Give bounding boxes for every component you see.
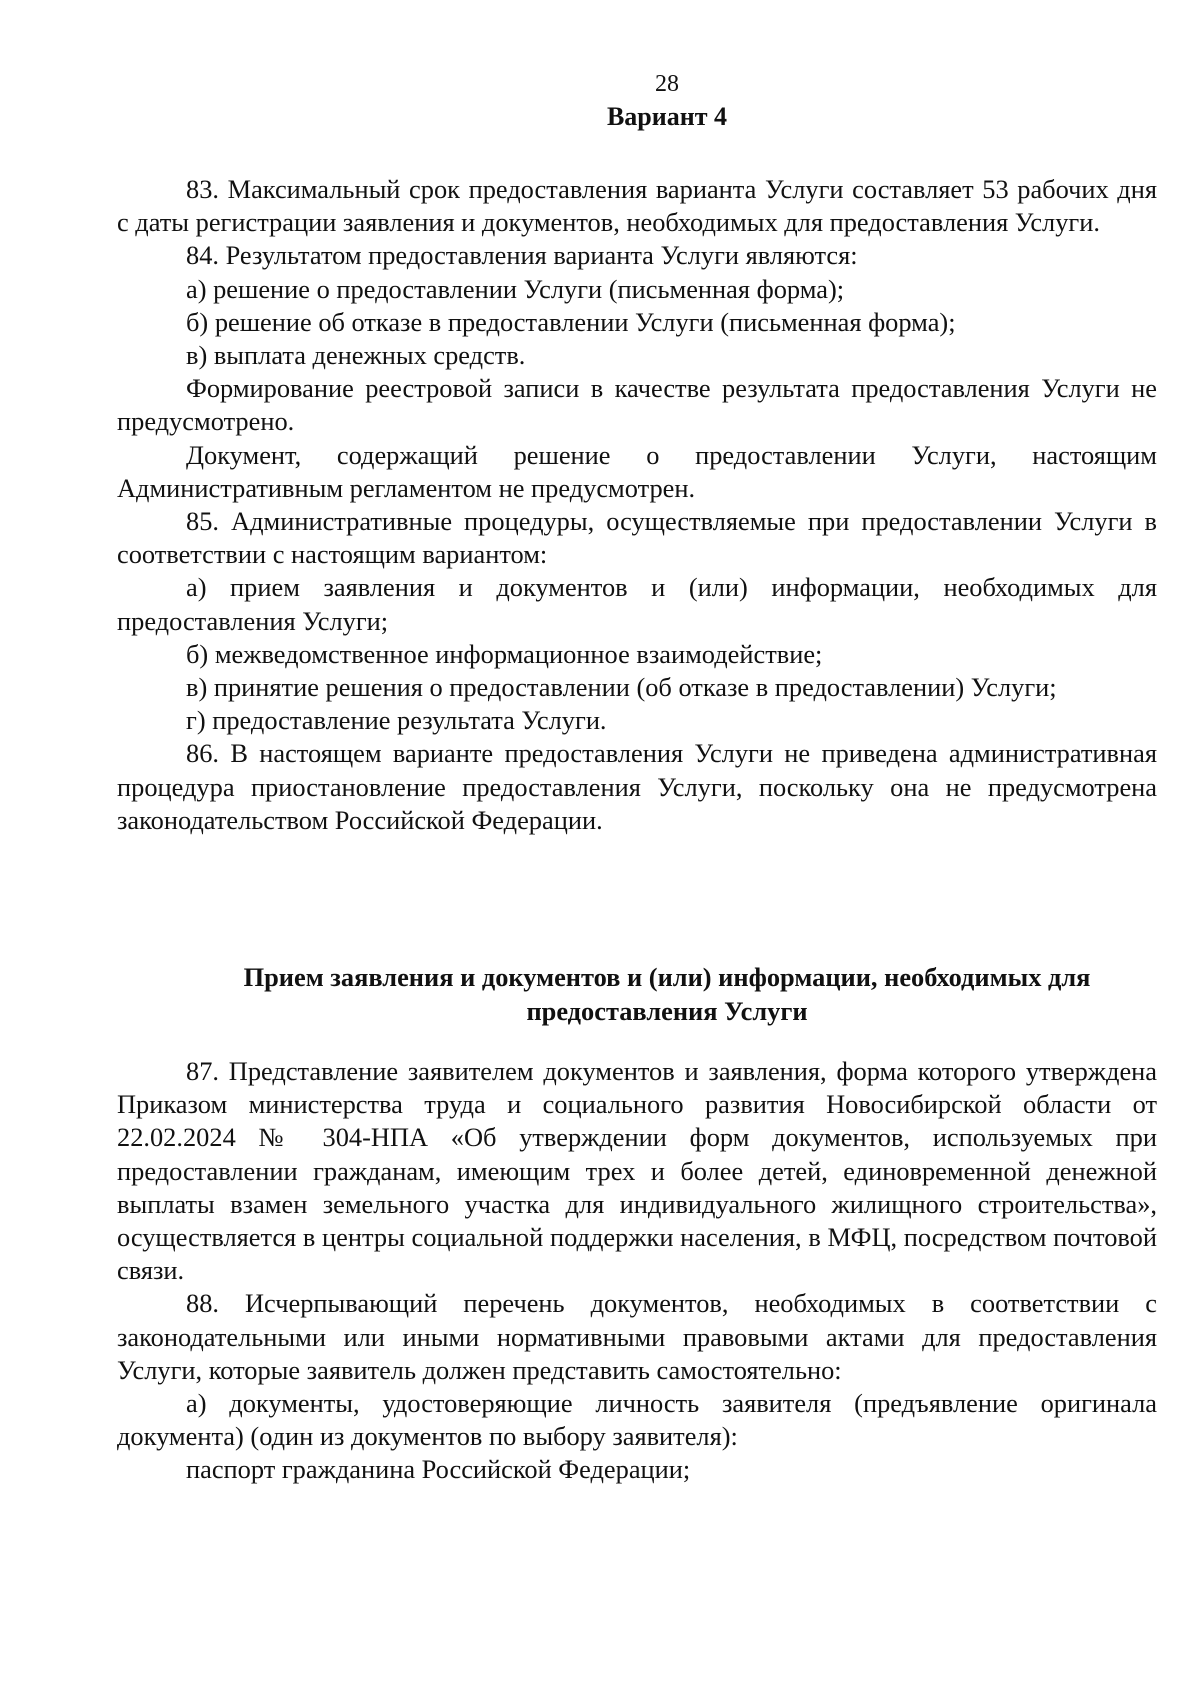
list-item-85c: в) принятие решения о предоставлении (об отказе в предоставлении) Услуги;: [186, 672, 1057, 703]
list-item-85d: г) предоставление результата Услуги.: [186, 705, 607, 736]
list-item-passport: паспорт гражданина Российской Федерации;: [186, 1454, 691, 1485]
section-heading-line2: предоставления Услуги: [526, 996, 808, 1026]
list-item-84c: в) выплата денежных средств.: [186, 340, 526, 371]
paragraph-88: 88. Исчерпывающий перечень документов, необходимых в соответствии с законодательными или иными нормативными правовыми актами для предоставления Услуги, которые заявитель должен представить самостоятельно:: [117, 1288, 1157, 1385]
variant-title: Вариант 4: [606, 102, 728, 131]
paragraph-84: 84. Результатом предоставления варианта Услуги являются:: [186, 240, 858, 271]
list-item-84a: а) решение о предоставлении Услуги (письменная форма);: [186, 273, 845, 304]
section-heading: [117, 960, 1200, 1028]
list-item-88a: а) документы, удостоверяющие личность заявителя (предъявление оригинала документа) (один из документов по выбору заявителя):: [117, 1388, 1157, 1452]
text-block-reception: [117, 1055, 1157, 1487]
list-item-84b: б) решение об отказе в предоставлении Услуги (письменная форма);: [186, 306, 956, 337]
paragraph-86: 86. В настоящем варианте предоставления Услуги не приведена административная процедура приостановление предоставления Услуги, поскольку она не предусмотрена законодательством Российской Федерации.: [117, 738, 1157, 835]
list-item-85b: б) межведомственное информационное взаимодействие;: [186, 638, 823, 669]
paragraph-decision-document: Документ, содержащий решение о предоставлении Услуги, настоящим Административным регламентом не предусмотрен.: [117, 439, 1157, 503]
paragraph-83: 83. Максимальный срок предоставления варианта Услуги составляет 53 рабочих дня с даты регистрации заявления и документов, необходимых для предоставления Услуги.: [117, 174, 1157, 238]
paragraph-85: 85. Административные процедуры, осуществляемые при предоставлении Услуги в соответствии с настоящим вариантом:: [117, 506, 1157, 570]
list-item-85a: а) прием заявления и документов и (или) информации, необходимых для предоставления Услуги;: [117, 572, 1157, 636]
page-number: 28: [655, 71, 679, 97]
text-block-main: [117, 173, 1157, 837]
paragraph-registry-record: Формирование реестровой записи в качестве результата предоставления Услуги не предусмотрено.: [117, 373, 1157, 437]
paragraph-87: 87. Представление заявителем документов и заявления, форма которого утверждена Приказом министерства труда и социального развития Новосибирской области от 22.02.2024 № 304-НПА «Об утверждении форм документов, используемых при предоставлении гражданам, имеющим трех и более детей, единовременной денежной выплаты взамен земельного участка для индивидуального жилищного строительства», осуществляется в центры социальной поддержки населения, в МФЦ, посредством почтовой связи.: [117, 1056, 1157, 1286]
section-heading-line1: Прием заявления и документов и (или) информации, необходимых для: [243, 962, 1091, 992]
